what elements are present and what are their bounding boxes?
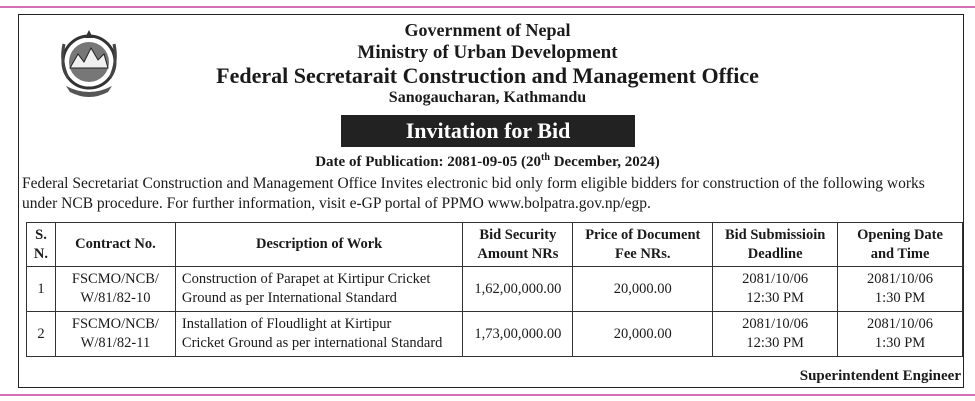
intro-paragraph: Federal Secretariat Construction and Management Office Invites electronic bid only form eligible bidders for construction of the following works under NCB procedure. For further information, visit e-GP portal of PPMO www.bolpatra.gov.np/egp. — [22, 175, 925, 212]
col-header-security: Bid Security Amount NRs — [463, 223, 573, 267]
cell-opening: 2081/10/06 1:30 PM — [838, 267, 963, 312]
invitation-banner: Invitation for Bid — [341, 115, 635, 147]
cell-security: 1,62,00,000.00 — [463, 267, 573, 312]
cell-description: Installation of Floudlight at Kirtipur Cricket Ground as per international Standard — [175, 312, 463, 357]
table-row — [27, 267, 963, 312]
bottom-divider — [0, 394, 975, 396]
top-divider — [0, 6, 975, 8]
table-row — [27, 312, 963, 357]
header-address: Sanogaucharan, Kathmandu — [388, 89, 587, 106]
bid-table — [26, 222, 963, 357]
cell-fee: 20,000.00 — [573, 267, 713, 312]
cell-opening: 2081/10/06 1:30 PM — [838, 312, 963, 357]
header-ministry: Ministry of Urban Development — [357, 42, 618, 63]
cell-deadline: 2081/10/06 12:30 PM — [713, 312, 838, 357]
cell-fee: 20,000.00 — [573, 312, 713, 357]
cell-security: 1,73,00,000.00 — [463, 312, 573, 357]
cell-sn: 1 — [27, 267, 56, 312]
col-header-description: Description of Work — [175, 223, 463, 267]
table-header-row — [27, 223, 963, 267]
col-header-sn: S. N. — [27, 223, 56, 267]
col-header-opening: Opening Date and Time — [838, 223, 963, 267]
col-header-contract: Contract No. — [55, 223, 175, 267]
cell-sn: 2 — [27, 312, 56, 357]
cell-description: Construction of Parapet at Kirtipur Cricket Ground as per International Standard — [175, 267, 463, 312]
col-header-deadline: Bid Submissioin Deadline — [713, 223, 838, 267]
header-office: Federal Secretarait Construction and Management Office — [216, 63, 759, 88]
cell-contract: FSCMO/NCB/ W/81/82-10 — [55, 267, 175, 312]
col-header-fee: Price of Document Fee NRs. — [573, 223, 713, 267]
cell-deadline: 2081/10/06 12:30 PM — [713, 267, 838, 312]
publication-date: Date of Publication: 2081-09-05 (20th December, 2024) — [315, 152, 660, 170]
header-government: Government of Nepal — [404, 20, 571, 40]
cell-contract: FSCMO/NCB/ W/81/82-11 — [55, 312, 175, 357]
signature-title: Superintendent Engineer — [799, 368, 961, 384]
